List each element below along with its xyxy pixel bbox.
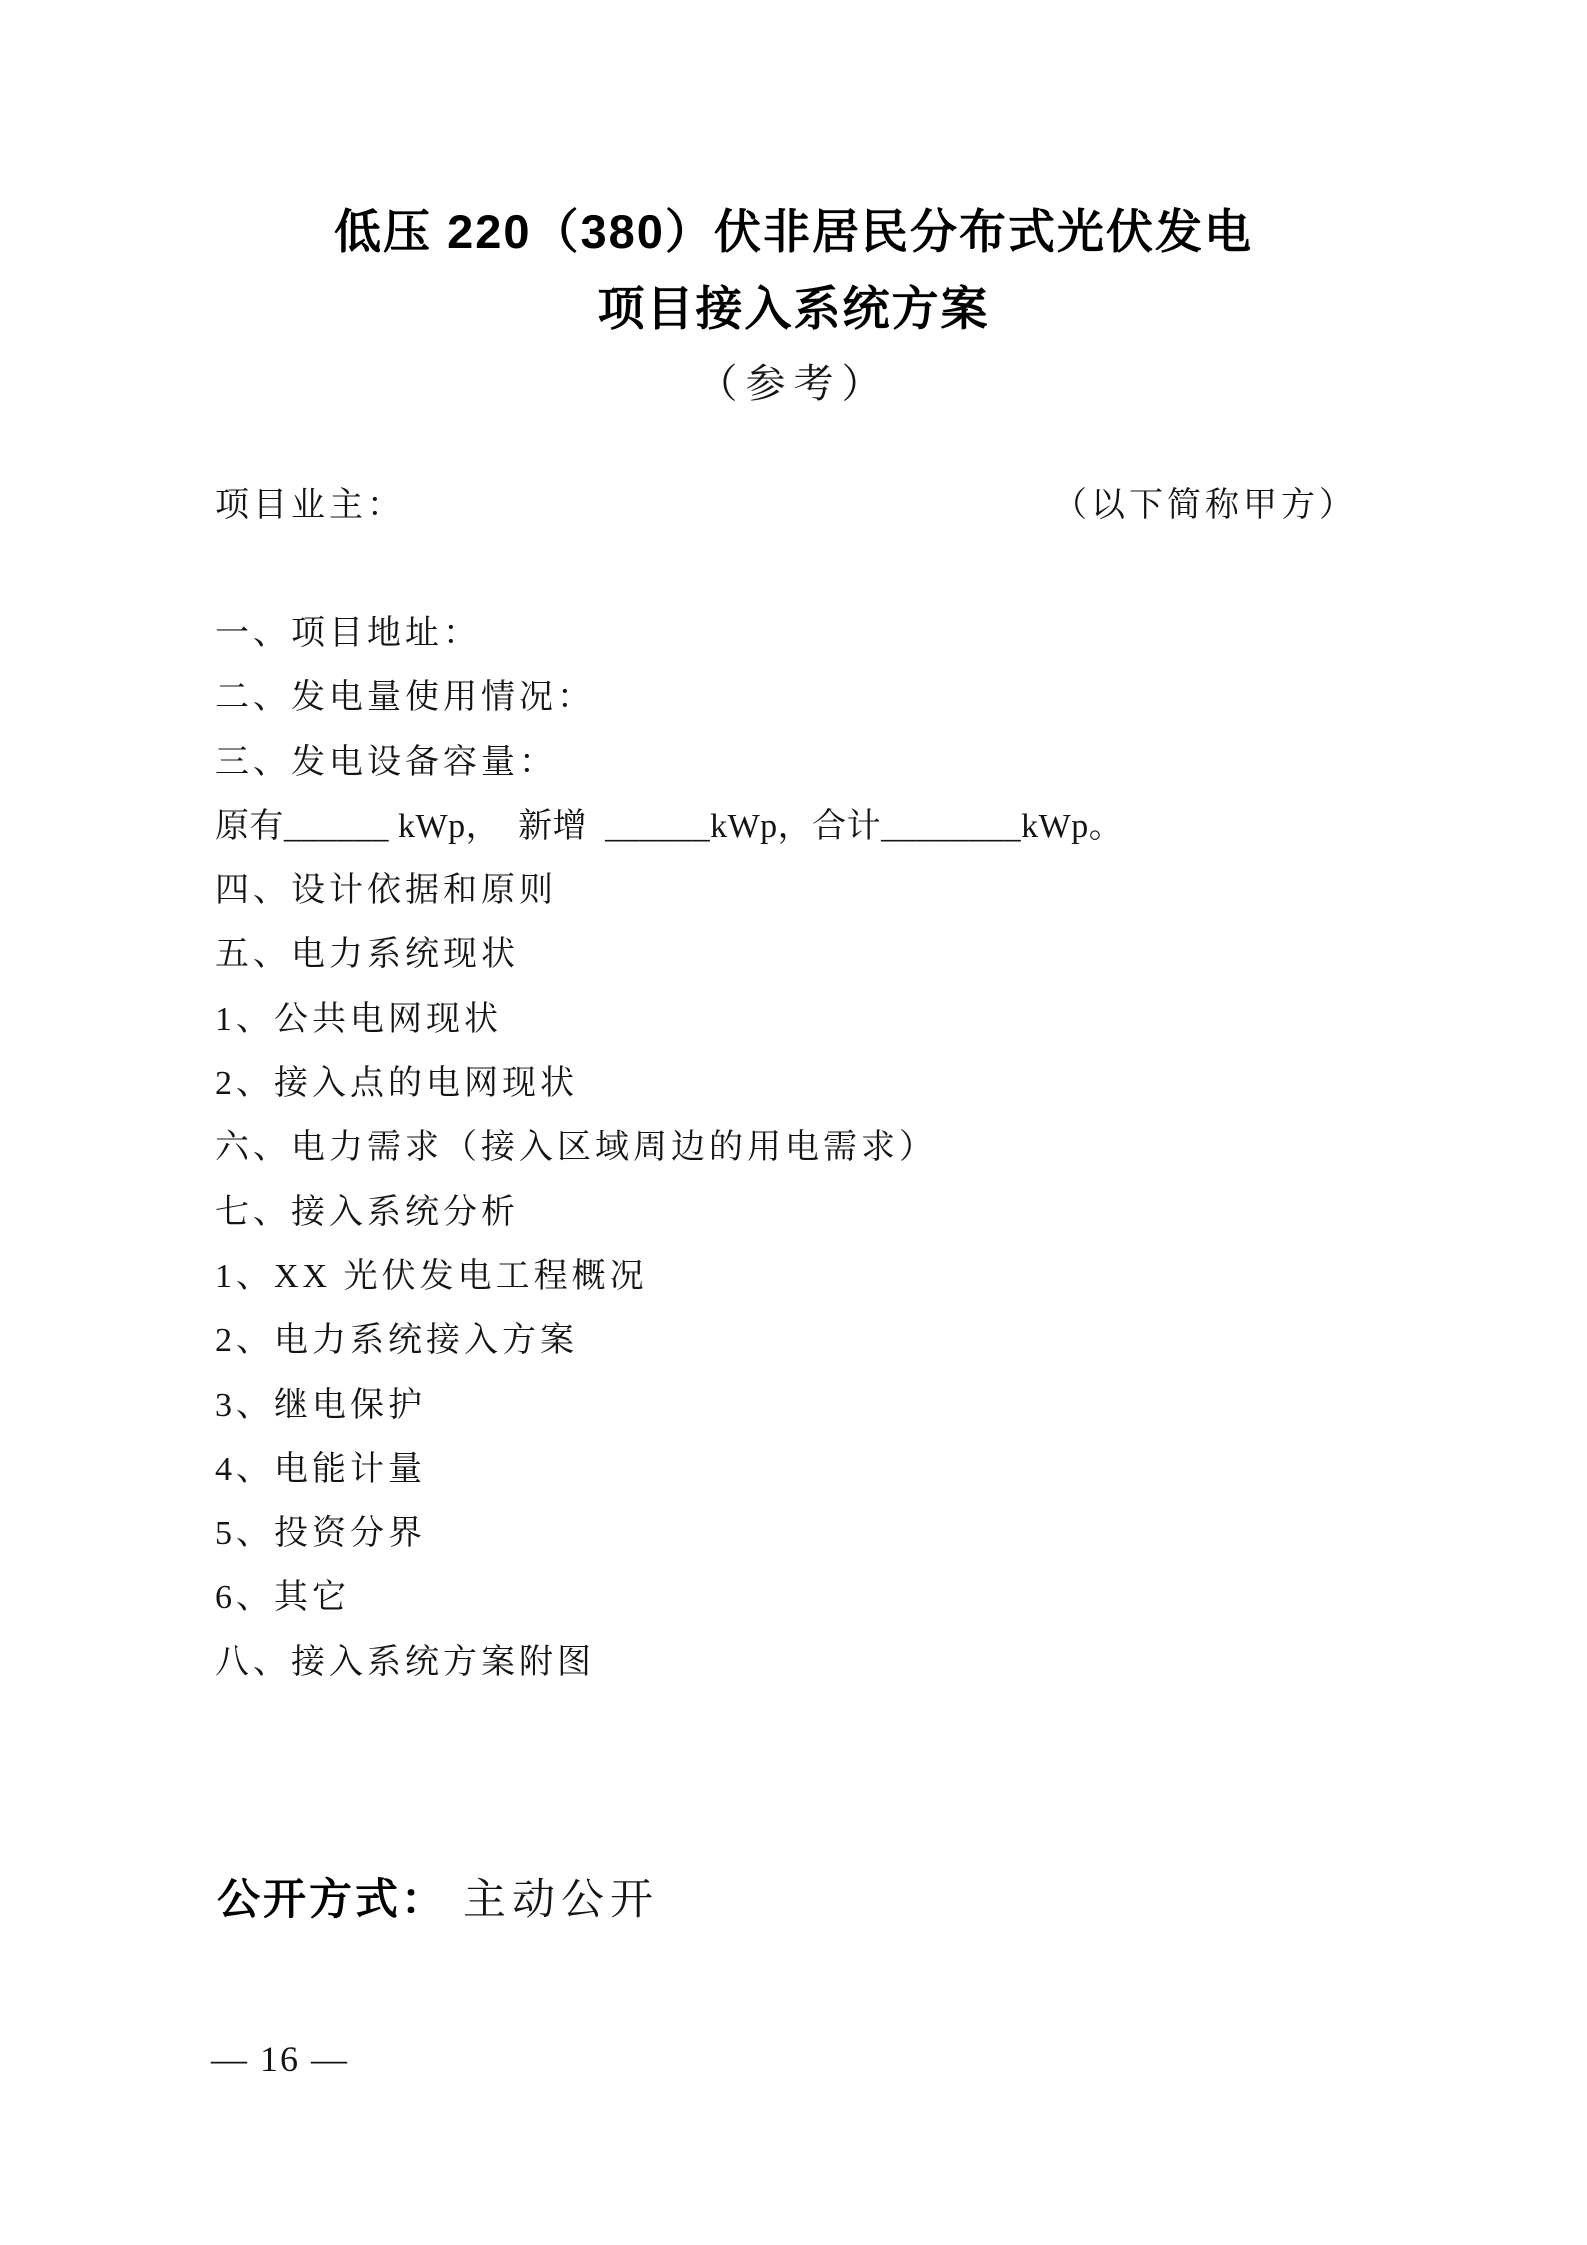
outline-item-access-point-grid-status: 2、接入点的电网现状 bbox=[215, 1065, 578, 1103]
outline-item-power-demand: 六、电力需求（接入区域周边的用电需求） bbox=[215, 1129, 937, 1167]
document-title-line1: 低压 220（380）伏非居民分布式光伏发电 bbox=[334, 205, 1253, 258]
outline-item-access-system-analysis: 七、接入系统分析 bbox=[215, 1193, 519, 1231]
outline-item-others: 6、其它 bbox=[215, 1579, 350, 1617]
outline-item-equipment-capacity: 三、发电设备容量： bbox=[215, 743, 557, 781]
outline-item-public-grid-status: 1、公共电网现状 bbox=[215, 1000, 502, 1038]
outline-item-scheme-drawings: 八、接入系统方案附图 bbox=[215, 1643, 595, 1681]
outline-item-relay-protection: 3、继电保护 bbox=[215, 1386, 426, 1424]
disclosure-row bbox=[217, 1866, 659, 1927]
party-a-abbreviation-note: （以下简称甲方） bbox=[1053, 487, 1357, 524]
outline-item-energy-metering: 4、电能计量 bbox=[215, 1450, 426, 1488]
outline-item-generation-usage: 二、发电量使用情况： bbox=[215, 679, 595, 717]
document-title-line2: 项目接入系统方案 bbox=[597, 282, 990, 335]
outline-item-pv-project-overview: 1、XX 光伏发电工程概况 bbox=[215, 1257, 648, 1295]
project-owner-row bbox=[215, 484, 1357, 528]
outline-item-power-system-status: 五、电力系统现状 bbox=[215, 936, 519, 974]
outline-item-project-address: 一、项目地址： bbox=[215, 615, 481, 652]
outline-item-investment-boundary: 5、投资分界 bbox=[215, 1515, 426, 1553]
disclosure-method-value: 主动公开 bbox=[463, 1877, 659, 1924]
outline-item-access-scheme: 2、电力系统接入方案 bbox=[215, 1322, 578, 1360]
project-owner-label: 项目业主： bbox=[215, 487, 405, 524]
page-number: — 16 — bbox=[211, 2039, 349, 2079]
outline-item-design-basis: 四、设计依据和原则 bbox=[215, 872, 557, 910]
disclosure-method-label: 公开方式： bbox=[217, 1876, 447, 1924]
outline-item-capacity-blanks: 原有______ kWp， 新增 ______kWp，合计________kWp。 bbox=[215, 807, 1124, 845]
document-header bbox=[0, 193, 1587, 421]
document-title bbox=[0, 193, 1587, 347]
outline-list bbox=[215, 602, 1467, 1695]
title-reference-note: （参考） bbox=[697, 361, 890, 406]
